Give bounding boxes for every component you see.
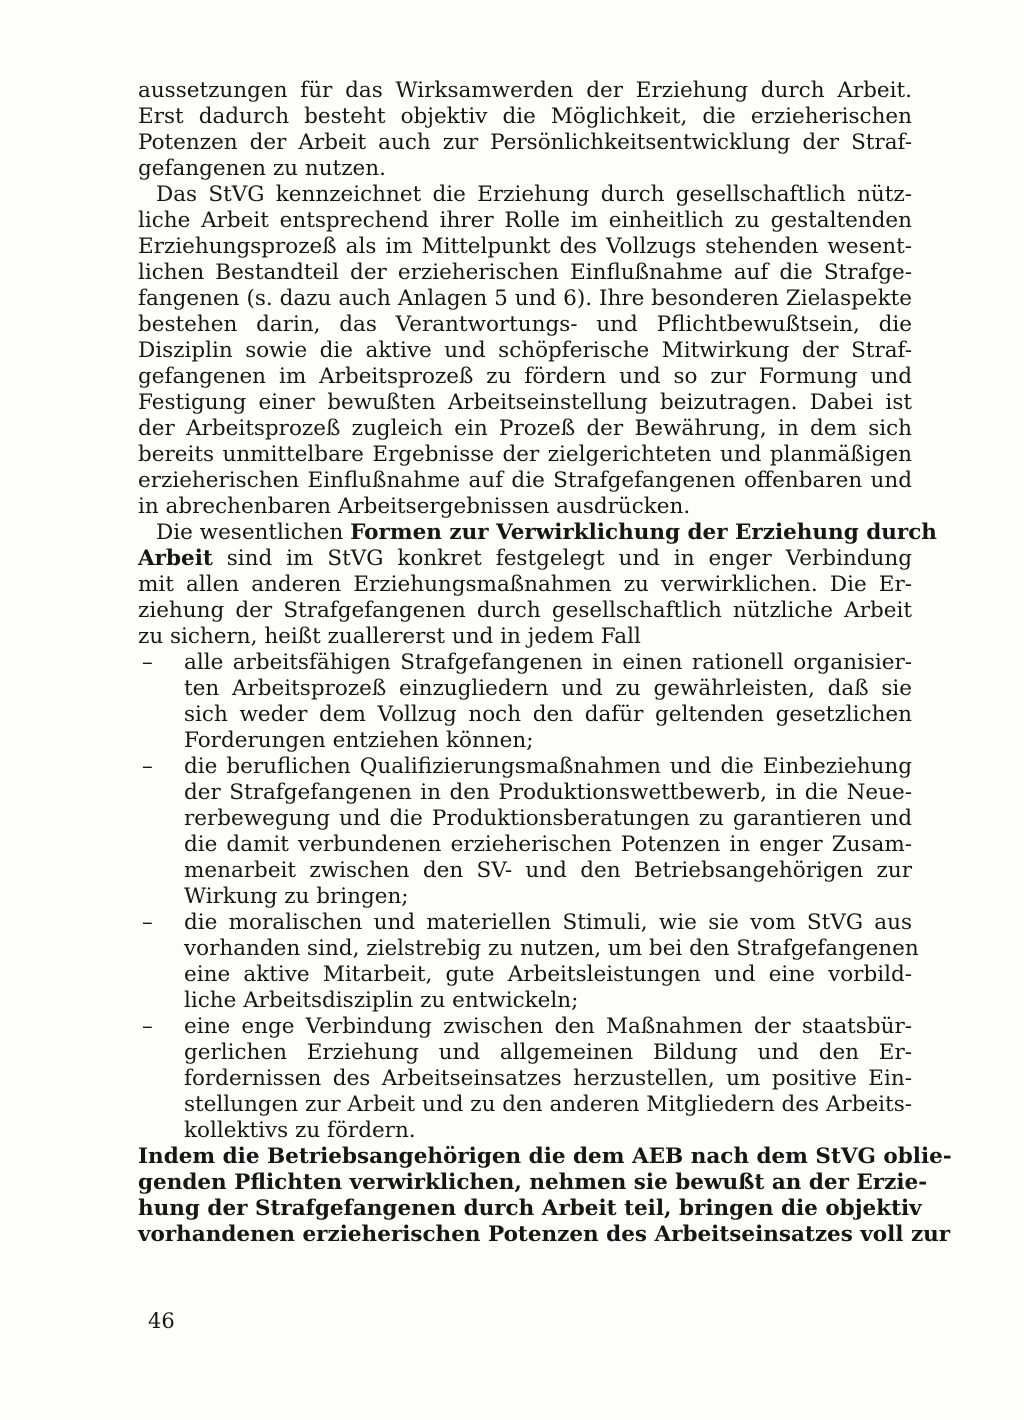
text-line: hung der Strafgefangenen durch Arbeit teil, bringen die objektiv [138,1196,922,1221]
text-line: vorhanden sind, zielstrebig zu nutzen, um bei den Strafgefangenen [184,936,919,961]
text-line: aussetzungen für das Wirksamwerden der Erziehung durch Arbeit. [138,78,912,103]
text-run: alle arbeitsfähigen Strafgefangenen in einen rationell organisier- [184,650,912,675]
text-line: Indem die Betriebsangehörigen die dem AEB nach dem StVG oblie- [138,1144,952,1169]
dash-list [138,650,919,1144]
text-line: sich weder dem Vollzug noch den dafür geltenden gesetzlichen [184,702,912,727]
paragraph-3 [138,520,937,650]
text-line: in abrechenbaren Arbeitsergebnissen ausdrücken. [138,494,691,519]
bold-paragraph [138,1144,952,1248]
text-line [138,754,912,780]
dash-bullet: – [142,1014,153,1039]
text-run: die beruflichen Qualifizierungsmaßnahmen und die Einbeziehung [184,754,912,779]
text-line: liche Arbeit entsprechend ihrer Rolle im einheitlich zu gestaltenden [138,208,912,233]
text-line [138,910,912,936]
text-line: Potenzen der Arbeit auch zur Persönlichkeitsentwicklung der Straf- [138,130,912,155]
dash-bullet: – [142,910,153,935]
text-line: gefangenen im Arbeitsprozeß zu fördern und so zur Formung und [138,364,912,389]
text-line: der Arbeitsprozeß zugleich ein Prozeß der Bewährung, in dem sich [138,416,912,441]
text-run: Die wesentlichen [156,520,351,545]
paragraph-2 [138,182,912,520]
text-line: Wirkung zu bringen; [184,884,409,909]
text-line: Erst dadurch besteht objektiv die Möglichkeit, die erzieherischen [138,104,912,129]
text-line: liche Arbeitsdisziplin zu entwickeln; [184,988,579,1013]
text-line: menarbeit zwischen den SV- und den Betriebsangehörigen zur [184,858,912,883]
text-line: Disziplin sowie die aktive und schöpferische Mitwirkung der Straf- [138,338,912,363]
text-line: Festigung einer bewußten Arbeitseinstellung beizutragen. Dabei ist [138,390,912,415]
text-line: lichen Bestandteil der erzieherischen Einflußnahme auf die Strafge- [138,260,912,285]
text-line: ziehung der Strafgefangenen durch gesellschaftlich nützliche Arbeit [138,598,912,623]
text-line [138,650,912,676]
text-line: Das StVG kennzeichnet die Erziehung durch gesellschaftlich nütz- [156,182,912,207]
text-line: gefangenen zu nutzen. [138,156,386,181]
text-line: bereits unmittelbare Ergebnisse der zielgerichteten und planmäßigen [138,442,912,467]
text-line [138,1014,912,1040]
text-line: fordernissen des Arbeitseinsatzes herzustellen, um positive Ein- [184,1066,912,1091]
text-line: ten Arbeitsprozeß einzugliedern und zu gewährleisten, daß sie [184,676,912,701]
text-line: bestehen darin, das Verantwortungs- und Pflichtbewußtsein, die [138,312,912,337]
text-line: Forderungen entziehen können; [184,728,534,753]
text-run: sind im StVG konkret festgelegt und in enger Verbindung [212,546,912,571]
bold-phrase: Formen zur Verwirklichung der Erziehung durch [350,520,937,545]
text-line: eine aktive Mitarbeit, gute Arbeitsleistungen und eine vorbild- [184,962,912,987]
text-line: die damit verbundenen erzieherischen Potenzen in enger Zusam- [184,832,912,857]
text-line: fangenen (s. dazu auch Anlagen 5 und 6). Ihre besonderen Zielaspekte [138,286,912,311]
dash-bullet: – [142,650,153,675]
list-item [138,1014,912,1144]
bold-phrase: Arbeit [138,546,213,571]
text-line: rerbewegung und die Produktionsberatungen zu garantieren und [184,806,912,831]
text-line: kollektivs zu fördern. [184,1118,416,1143]
text-line: erzieherischen Einflußnahme auf die Strafgefangenen offenbaren und [138,468,912,493]
text-run: die moralischen und materiellen Stimuli, wie sie vom StVG aus [184,910,912,935]
text-line: zu sichern, heißt zuallererst und in jedem Fall [138,624,641,649]
list-item [138,650,912,754]
dash-bullet: – [142,754,153,779]
text-line: genden Pflichten verwirklichen, nehmen sie bewußt an der Erzie- [138,1170,928,1195]
text-line [138,520,937,546]
text-line: stellungen zur Arbeit und zu den anderen Mitgliedern des Arbeits- [184,1092,912,1117]
text-line [138,546,912,572]
text-line: Erziehungsprozeß als im Mittelpunkt des Vollzugs stehenden wesent- [138,234,912,259]
text-line: vorhandenen erzieherischen Potenzen des Arbeitseinsatzes voll zur [138,1222,951,1247]
text-line: mit allen anderen Erziehungsmaßnahmen zu verwirklichen. Die Er- [138,572,912,597]
list-item [138,754,912,910]
text-run: eine enge Verbindung zwischen den Maßnahmen der staatsbür- [184,1014,912,1039]
page-number: 46 [148,1309,175,1333]
page-body [138,78,952,1248]
list-item [138,910,919,1014]
paragraph-1 [138,78,912,182]
text-line: der Strafgefangenen in den Produktionswettbewerb, in die Neue- [184,780,912,805]
text-line: gerlichen Erziehung und allgemeinen Bildung und den Er- [184,1040,912,1065]
